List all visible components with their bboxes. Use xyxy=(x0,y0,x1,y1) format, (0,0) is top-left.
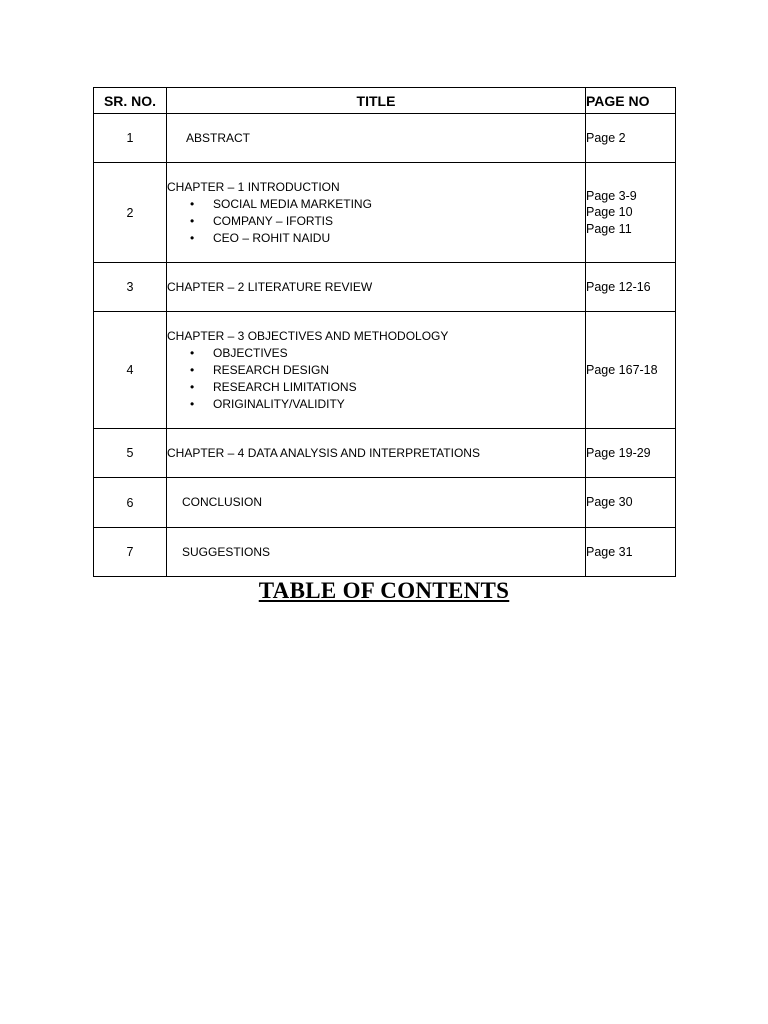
sr-no-cell: 5 xyxy=(94,429,167,478)
title-cell xyxy=(167,163,586,263)
header-page-no: PAGE NO xyxy=(586,88,676,114)
sr-no-cell: 3 xyxy=(94,263,167,312)
page-ref: Page 10 xyxy=(586,205,633,220)
header-title: TITLE xyxy=(167,88,586,114)
list-item: • RESEARCH DESIGN xyxy=(190,362,330,377)
list-item: • CEO – ROHIT NAIDU xyxy=(190,230,331,245)
table-row xyxy=(94,528,676,577)
row-title: CHAPTER – 1 INTRODUCTION xyxy=(167,179,340,194)
title-cell xyxy=(167,263,586,312)
sub-item-list xyxy=(167,196,585,247)
table-row xyxy=(94,263,676,312)
page-cell xyxy=(586,478,676,528)
row-title: CHAPTER – 4 DATA ANALYSIS AND INTERPRETATIONS xyxy=(167,445,480,460)
list-item: • SOCIAL MEDIA MARKETING xyxy=(190,196,372,211)
page-cell xyxy=(586,429,676,478)
bullet-icon: • xyxy=(190,362,195,377)
title-cell xyxy=(167,312,586,429)
title-cell xyxy=(167,429,586,478)
page-cell xyxy=(586,528,676,577)
list-item: • RESEARCH LIMITATIONS xyxy=(190,379,357,394)
row-title: CONCLUSION xyxy=(182,495,263,509)
page-ref: Page 12-16 xyxy=(586,279,651,294)
page-title: TABLE OF CONTENTS xyxy=(258,578,510,603)
bullet-icon: • xyxy=(190,213,195,228)
list-item: • COMPANY – IFORTIS xyxy=(190,213,334,228)
header-sr-no: SR. NO. xyxy=(94,88,167,114)
row-title: ABSTRACT xyxy=(186,130,251,145)
page-ref: Page 19-29 xyxy=(586,445,651,460)
bullet-icon: • xyxy=(190,379,195,394)
title-cell xyxy=(167,528,586,577)
page-cell xyxy=(586,163,676,263)
sub-item-list xyxy=(167,345,585,413)
title-cell xyxy=(167,478,586,528)
sr-no-cell: 7 xyxy=(94,528,167,577)
page-ref: Page 30 xyxy=(586,495,633,510)
bullet-icon: • xyxy=(190,230,195,245)
sr-no-cell: 6 xyxy=(94,478,167,528)
table-row xyxy=(94,114,676,163)
page-ref: Page 11 xyxy=(586,221,632,236)
list-item: • ORIGINALITY/VALIDITY xyxy=(190,396,345,411)
row-title: CHAPTER – 2 LITERATURE REVIEW xyxy=(167,279,373,294)
page-cell xyxy=(586,312,676,429)
sr-no-cell: 2 xyxy=(94,163,167,263)
sr-no-cell: 4 xyxy=(94,312,167,429)
table-row xyxy=(94,478,676,528)
list-item: • OBJECTIVES xyxy=(190,345,288,360)
table-row xyxy=(94,163,676,263)
table-row xyxy=(94,429,676,478)
table-row xyxy=(94,312,676,429)
contents-table xyxy=(93,87,676,577)
row-title: SUGGESTIONS xyxy=(182,544,271,559)
page-ref: Page 2 xyxy=(586,130,626,145)
bullet-icon: • xyxy=(190,396,195,411)
table-header-row xyxy=(94,88,676,114)
page-cell xyxy=(586,114,676,163)
page-ref: Page 31 xyxy=(586,544,633,559)
page-ref: Page 3-9 xyxy=(586,188,637,203)
bullet-icon: • xyxy=(190,196,195,211)
title-cell xyxy=(167,114,586,163)
row-title: CHAPTER – 3 OBJECTIVES AND METHODOLOGY xyxy=(167,328,449,343)
page-ref: Page 167-18 xyxy=(586,362,658,377)
bullet-icon: • xyxy=(190,345,195,360)
page-cell xyxy=(586,263,676,312)
sr-no-cell: 1 xyxy=(94,114,167,163)
